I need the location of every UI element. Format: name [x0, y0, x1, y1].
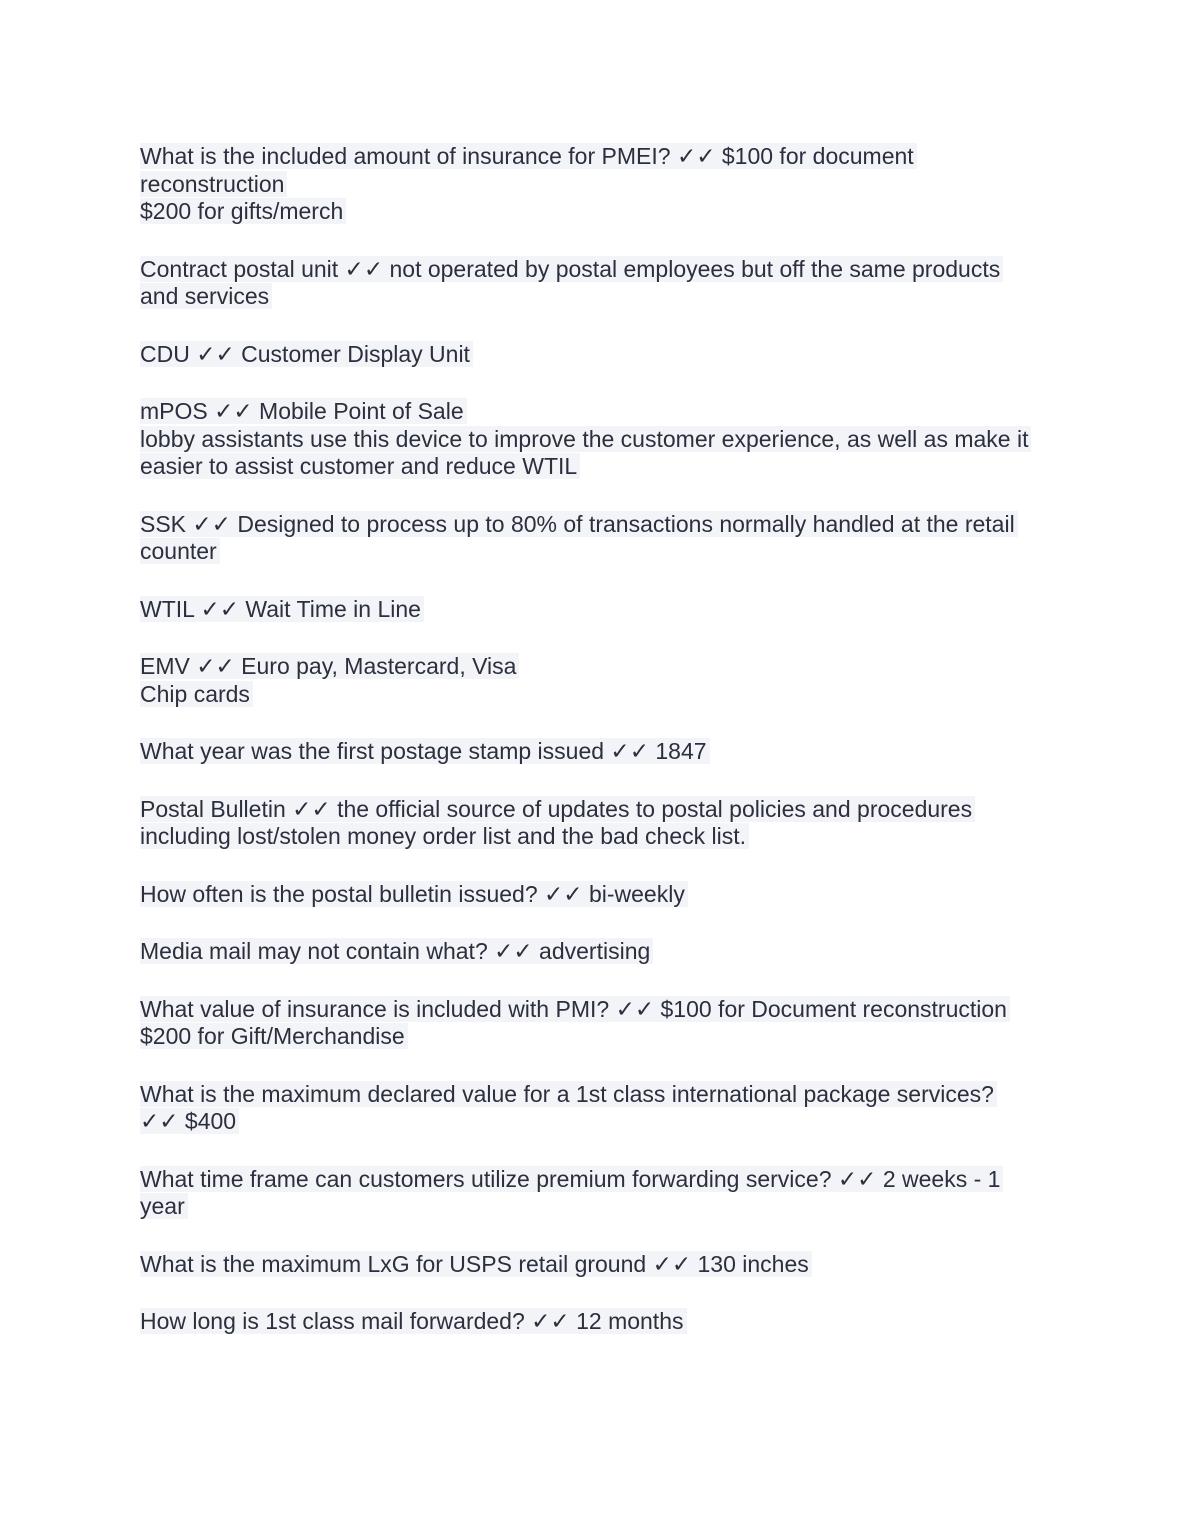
entry-line-text: including lost/stolen money order list and the bad check list.	[140, 823, 749, 849]
entry-line	[140, 996, 1050, 1024]
flashcard-entry	[140, 596, 1050, 624]
flashcard-entry	[140, 1166, 1050, 1221]
entry-spacer	[140, 1051, 1050, 1081]
entry-line	[140, 171, 1050, 199]
flashcard-entry	[140, 398, 1050, 481]
entry-line-text: $200 for gifts/merch	[140, 198, 346, 224]
entry-line-text: What is the maximum LxG for USPS retail ground ✓✓ 130 inches	[140, 1251, 812, 1277]
entry-line-text: Chip cards	[140, 681, 253, 707]
entry-line-text: easier to assist customer and reduce WTIL	[140, 453, 580, 479]
entry-spacer	[140, 481, 1050, 511]
document-page	[140, 143, 1050, 1336]
entry-line	[140, 283, 1050, 311]
entry-line	[140, 143, 1050, 171]
entry-line	[140, 796, 1050, 824]
flashcard-entry	[140, 653, 1050, 708]
entry-line-text: mPOS ✓✓ Mobile Point of Sale	[140, 398, 467, 424]
entry-line-text: reconstruction	[140, 171, 287, 197]
flashcard-entry	[140, 996, 1050, 1051]
entry-line	[140, 596, 1050, 624]
entry-line	[140, 1023, 1050, 1051]
entry-line	[140, 653, 1050, 681]
entry-spacer	[140, 1136, 1050, 1166]
entry-line-text: EMV ✓✓ Euro pay, Mastercard, Visa	[140, 653, 519, 679]
entry-line	[140, 1108, 1050, 1136]
flashcard-entry	[140, 1308, 1050, 1336]
entry-spacer	[140, 623, 1050, 653]
entry-spacer	[140, 766, 1050, 796]
entry-line-text: What is the included amount of insurance for PMEI? ✓✓ $100 for document	[140, 143, 917, 169]
entry-line-text: What time frame can customers utilize premium forwarding service? ✓✓ 2 weeks - 1	[140, 1166, 1003, 1192]
entry-line-text: How long is 1st class mail forwarded? ✓✓ 12 months	[140, 1308, 687, 1334]
entry-line	[140, 398, 1050, 426]
entry-line-text: and services	[140, 283, 272, 309]
entry-line-text: Postal Bulletin ✓✓ the official source of updates to postal policies and procedures	[140, 796, 975, 822]
entry-spacer	[140, 1221, 1050, 1251]
entry-line	[140, 681, 1050, 709]
entry-line-text: What value of insurance is included with PMI? ✓✓ $100 for Document reconstruction	[140, 996, 1010, 1022]
entry-line	[140, 1166, 1050, 1194]
entry-line-text: lobby assistants use this device to improve the customer experience, as well as make it	[140, 426, 1031, 452]
entry-line-text: What is the maximum declared value for a 1st class international package services?	[140, 1081, 997, 1107]
entry-line	[140, 823, 1050, 851]
entry-spacer	[140, 966, 1050, 996]
entry-line	[140, 341, 1050, 369]
entry-line-text: WTIL ✓✓ Wait Time in Line	[140, 596, 424, 622]
entry-line-text: $200 for Gift/Merchandise	[140, 1023, 408, 1049]
entry-line	[140, 538, 1050, 566]
entry-line-text: How often is the postal bulletin issued? ✓✓ bi-weekly	[140, 881, 688, 907]
entry-line	[140, 426, 1050, 454]
entry-spacer	[140, 566, 1050, 596]
entry-spacer	[140, 311, 1050, 341]
entry-line	[140, 256, 1050, 284]
flashcard-entry	[140, 938, 1050, 966]
entry-spacer	[140, 1278, 1050, 1308]
entry-line	[140, 881, 1050, 909]
entry-line-text: year	[140, 1193, 188, 1219]
flashcard-entry	[140, 796, 1050, 851]
entry-line-text: CDU ✓✓ Customer Display Unit	[140, 341, 473, 367]
entry-spacer	[140, 708, 1050, 738]
flashcard-entry	[140, 1251, 1050, 1279]
flashcard-entry	[140, 881, 1050, 909]
entry-line-text: counter	[140, 538, 220, 564]
entry-line-text: What year was the first postage stamp issued ✓✓ 1847	[140, 738, 710, 764]
flashcard-entry	[140, 143, 1050, 226]
entry-line	[140, 1081, 1050, 1109]
flashcard-entry	[140, 738, 1050, 766]
entry-line	[140, 453, 1050, 481]
flashcard-entry	[140, 256, 1050, 311]
flashcard-entry	[140, 341, 1050, 369]
flashcard-entry	[140, 511, 1050, 566]
entry-line	[140, 511, 1050, 539]
flashcard-entry	[140, 1081, 1050, 1136]
entry-line-text: Media mail may not contain what? ✓✓ advertising	[140, 938, 653, 964]
entry-spacer	[140, 908, 1050, 938]
entry-spacer	[140, 851, 1050, 881]
entry-spacer	[140, 368, 1050, 398]
entry-spacer	[140, 226, 1050, 256]
entry-line	[140, 198, 1050, 226]
entry-line	[140, 1308, 1050, 1336]
entry-line	[140, 738, 1050, 766]
entry-line-text: Contract postal unit ✓✓ not operated by postal employees but off the same products	[140, 256, 1003, 282]
entry-line	[140, 1251, 1050, 1279]
entry-line	[140, 1193, 1050, 1221]
entry-line-text: SSK ✓✓ Designed to process up to 80% of transactions normally handled at the retail	[140, 511, 1018, 537]
entry-line	[140, 938, 1050, 966]
entry-line-text: ✓✓ $400	[140, 1108, 239, 1134]
